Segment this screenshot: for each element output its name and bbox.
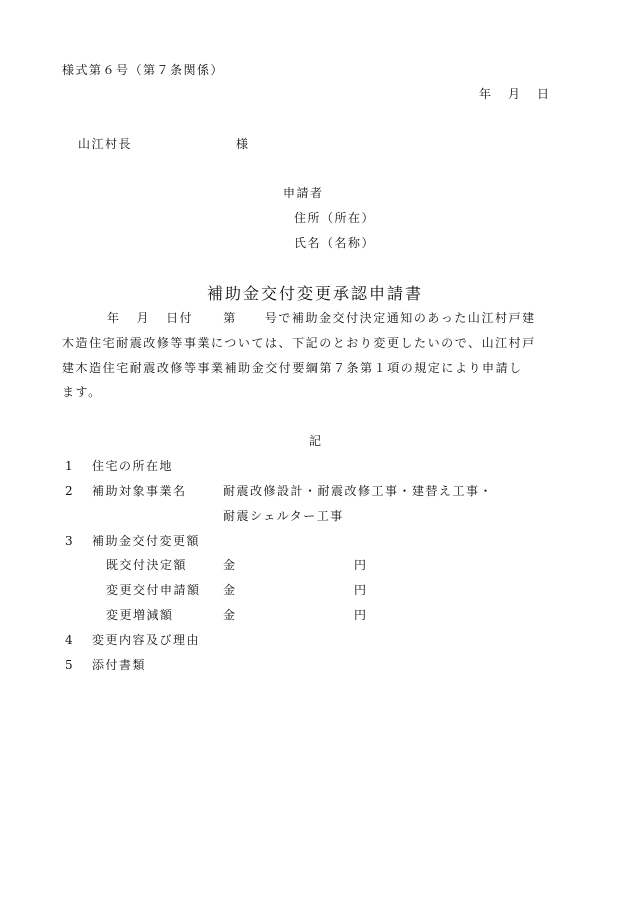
item-3-sub-3-prefix: 金 [223, 608, 237, 622]
applicant-heading: 申請者 [283, 186, 324, 200]
item-3-sub-2-unit: 円 [354, 583, 368, 597]
item-4-number: 4 [65, 633, 75, 647]
item-3-sub-1-label: 既交付決定額 [106, 558, 188, 572]
item-3-number: 3 [65, 534, 75, 548]
item-5-number: 5 [65, 658, 75, 672]
body-number-prefix: 第 [223, 311, 237, 325]
item-3-sub-3-unit: 円 [354, 608, 368, 622]
form-number: 様式第６号（第７条関係） [62, 63, 225, 77]
item-4-label: 変更内容及び理由 [92, 633, 201, 647]
item-3-sub-2-prefix: 金 [223, 583, 237, 597]
ki-marker: 記 [309, 434, 323, 448]
body-year: 年 [107, 311, 121, 325]
item-3-sub-3-label: 変更増減額 [106, 608, 174, 622]
body-day: 日付 [166, 311, 194, 325]
applicant-name-label: 氏名（名称） [294, 236, 376, 250]
item-1-number: 1 [65, 459, 75, 473]
addressee-honorific: 様 [236, 137, 250, 151]
body-month: 月 [136, 311, 151, 325]
item-3-label: 補助金交付変更額 [92, 534, 201, 548]
item-5-label: 添付書類 [92, 658, 147, 672]
item-3-sub-1-prefix: 金 [223, 558, 237, 572]
item-3-sub-1-unit: 円 [354, 558, 368, 572]
document-title: 補助金交付変更承認申請書 [207, 284, 424, 303]
body-line-1 [62, 310, 582, 326]
body-line-3: 建木造住宅耐震改修等事業補助金交付要綱第７条第１項の規定により申請し [62, 361, 523, 375]
body-line-4: ます。 [62, 385, 102, 399]
addressee-name: 山江村長 [78, 137, 133, 151]
item-2-number: 2 [65, 484, 75, 498]
item-1-label: 住宅の所在地 [92, 459, 174, 473]
date-month-label: 月 [508, 87, 522, 101]
item-2-value-line-2: 耐震シェルター工事 [223, 509, 344, 523]
applicant-address-label: 住所（所在） [294, 211, 376, 225]
item-3-sub-2-label: 変更交付申請額 [106, 583, 201, 597]
item-2-label: 補助対象事業名 [92, 484, 187, 498]
body-line-2: 木造住宅耐震改修等事業については、下記のとおり変更したいので、山江村戸 [62, 336, 536, 350]
date-day-label: 日 [537, 87, 551, 101]
date-year-label: 年 [479, 87, 493, 101]
body-line-1-rest: 号で補助金交付決定通知のあった山江村戸建 [264, 311, 536, 325]
item-2-value-line-1: 耐震改修設計・耐震改修工事・建替え工事・ [223, 484, 494, 498]
